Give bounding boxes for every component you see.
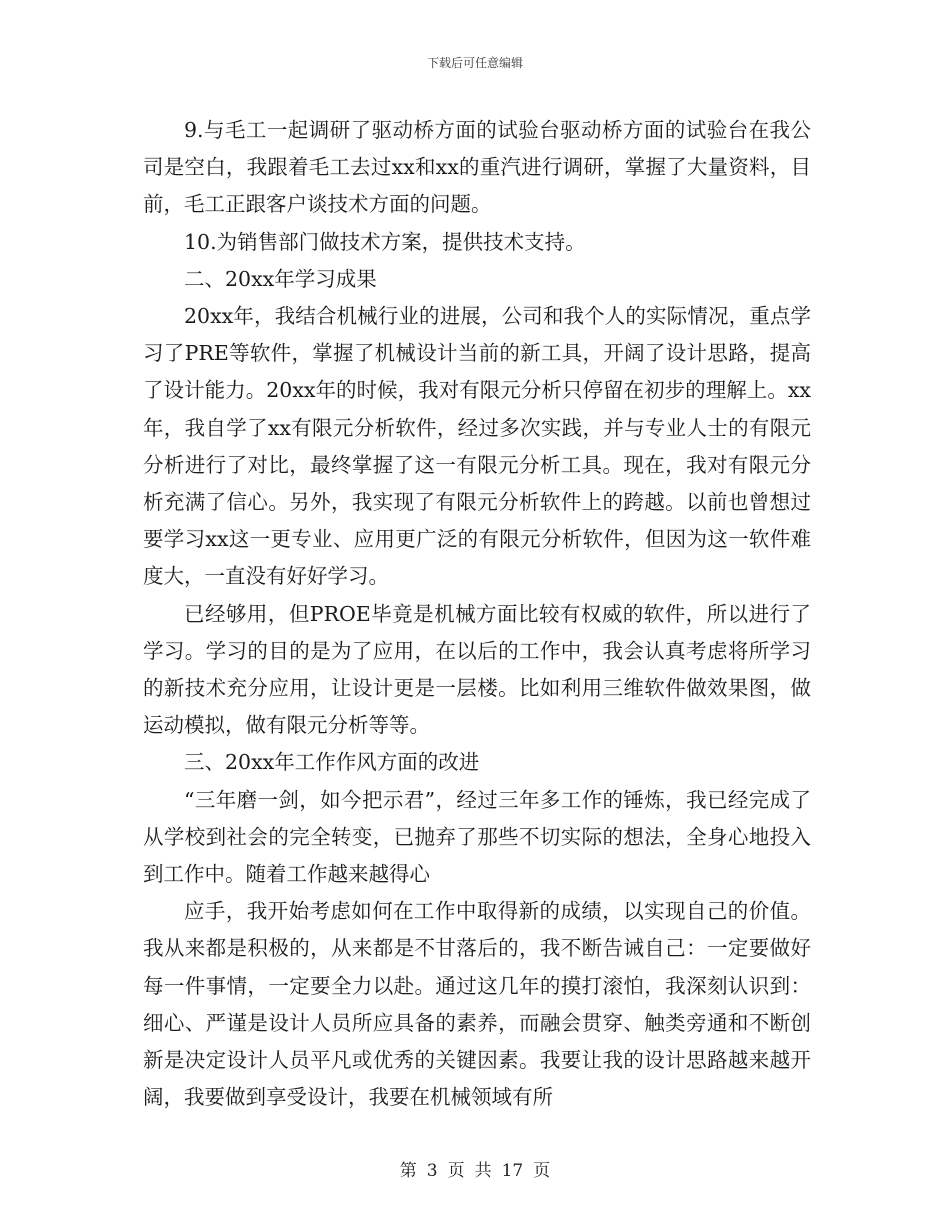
footer-total-prefix: 共	[474, 1161, 492, 1181]
section-heading-learning: 二、20xx年学习成果	[184, 266, 377, 291]
section-heading-work-style: 三、20xx年工作作风方面的改进	[184, 750, 480, 775]
paragraph-item-9: 9.与毛工一起调研了驱动桥方面的试验台驱动桥方面的试验台在我公司是空白，我跟着毛工去过xx和xx的重汽进行调研，掌握了大量资料，目前，毛工正跟客户谈技术方面的问题。	[143, 118, 811, 217]
page-footer	[0, 1156, 950, 1181]
footer-suffix: 页	[533, 1161, 551, 1181]
paragraph-item-10: 10.为销售部门做技术方案，提供技术支持。	[184, 229, 586, 254]
paragraph-learning-results: 20xx年，我结合机械行业的进展，公司和我个人的实际情况，重点学习了PRE等软件，掌握了机械设计当前的新工具，开阔了设计思路，提高了设计能力。20xx年的时候，我对有限元分析只停留在初步的理解上。xx年，我自学了xx有限元分析软件，经过多次实践，并与专业人士的有限元分析进行了对比，最终掌握了这一有限元分析工具。现在，我对有限元分析充满了信心。另外，我实现了有限元分析软件上的跨越。以前也曾想过要学习xx这一更专业、应用更广泛的有限元分析软件，但因为这一软件难度大，一直没有好好学习。	[143, 304, 811, 589]
paragraph-proe: 已经够用，但PROE毕竟是机械方面比较有权威的软件，所以进行了学习。学习的目的是为了应用，在以后的工作中，我会认真考虑将所学习的新技术充分应用，让设计更是一层楼。比如利用三维软件做效果图，做运动模拟，做有限元分析等等。	[143, 601, 811, 738]
document-body	[143, 112, 811, 1116]
paragraph-value: 应手，我开始考虑如何在工作中取得新的成绩，以实现自己的价值。我从来都是积极的，从来都是不甘落后的，我不断告诫自己：一定要做好每一件事情，一定要全力以赴。通过这几年的摸打滚怕，我深刻认识到：细心、严谨是设计人员所应具备的素养，而融会贯穿、触类旁通和不断创新是决定设计人员平凡或优秀的关键因素。我要让我的设计思路越来越开阔，我要做到享受设计，我要在机械领域有所	[143, 899, 811, 1110]
total-pages-number: 17	[501, 1161, 524, 1181]
paragraph-three-years: “三年磨一剑，如今把示君”，经过三年多工作的锤炼，我已经完成了从学校到社会的完全转变，已抛弃了那些不切实际的想法，全身心地投入到工作中。随着工作越来越得心	[143, 787, 811, 887]
footer-prefix: 第	[399, 1161, 417, 1181]
current-page-number: 3	[426, 1161, 438, 1181]
page-header-note: 下载后可任意编辑	[426, 56, 523, 70]
footer-page-label: 页	[447, 1161, 465, 1181]
